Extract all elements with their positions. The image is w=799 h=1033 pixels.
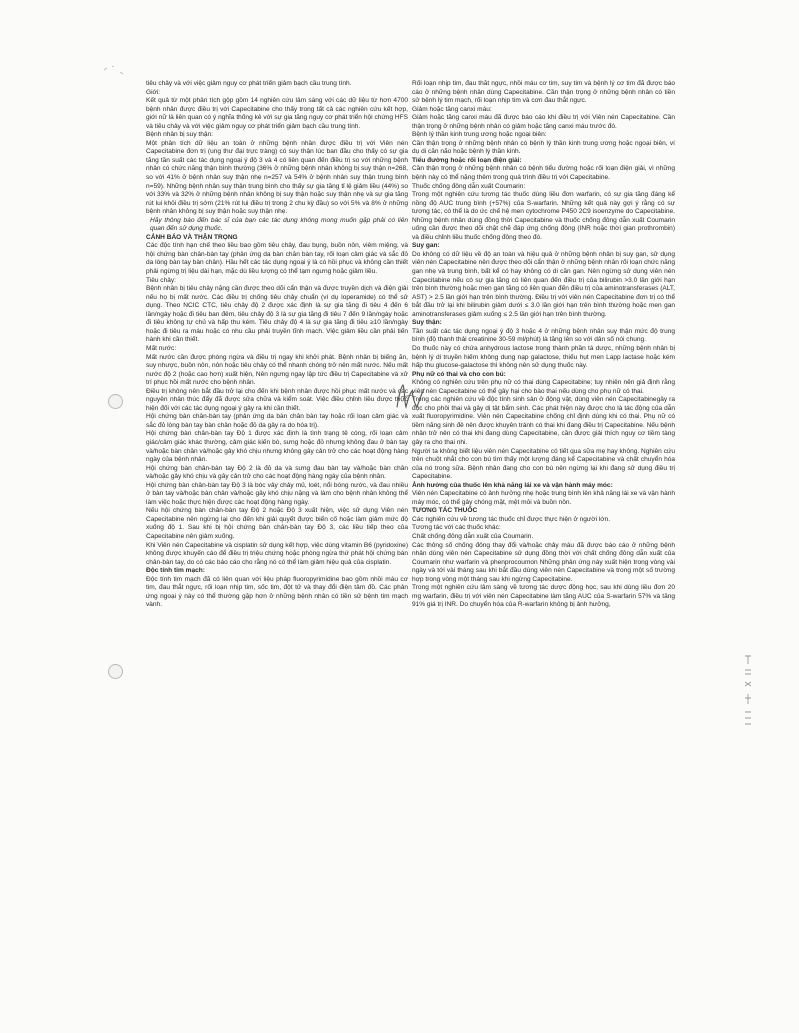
paragraph: Thuốc chống đông dẫn xuất Coumarin: [412, 182, 526, 190]
paragraph: Trong các nghiên cứu về độc tính sinh sản ở động vật, dùng viên nén Capecitabinegây ra độc cho phôi thai và gây dị tật bẩm sinh. Các phát hiện này được cho là tác động của dẫn xuất fluoropyrimidine. Viên nén Capecitabine chống chỉ định dùng khi có thai. Phụ nữ có tiềm năng sinh đẻ nên được khuyên tránh có thai khi đang điều trị Capecitabine. Nếu bệnh nhân trở nên có thai khi đang dùng Capecitabine, cần được giải thích nguy cơ tiềm tàng gây ra cho thai nhi. [412, 396, 675, 446]
paragraph: Bệnh nhân bị suy thận: [146, 131, 213, 139]
paragraph: Trong một nghiên cứu tương tác thuốc dùng liều đơn warfarin, có sự gia tăng đáng kể nồng độ AUC trung bình (+57%) của S-warfarin. Những kết quả này gợi ý rằng có sự tương tác, có thể là do ức chế hệ men cytochrome P450 2C9 isoenzyme do Capecitabine. Những bệnh nhân dùng đồng thời Capecitabine và thuốc chống đông dẫn xuất Coumarin uống cần được theo dõi chặt chẽ đáp ứng chống đông (INR hoặc thời gian prothrombin) và điều chỉnh liều thuốc chống đông theo đó. [412, 191, 675, 241]
section-heading: Suy thận: [412, 319, 442, 327]
paragraph: Tương tác với các thuốc khác: [412, 524, 501, 532]
paragraph: Không có nghiên cứu trên phụ nữ có thai dùng Capecitabine; tuy nhiên nên giả định rằng viên nén Capecitabine có thể gây hại cho bào thai nếu dùng cho phụ nữ có thai. [412, 379, 675, 395]
paragraph: Cần thận trọng ở những bệnh nhân có bệnh lý thần kinh trung ương hoặc ngoại biên, ví dụ di căn não hoặc bệnh lý thần kinh. [412, 139, 675, 156]
paragraph: Giảm hoặc tăng canxi máu đã được báo cáo khi điều trị với Viên nén Capecitabine. Cần thận trọng ở những bệnh nhân có giảm hoặc tăng canxi máu trước đó. [412, 114, 675, 130]
paragraph: Hội chứng bàn chân-bàn tay Độ 2 là đỏ da và sưng đau bàn tay và/hoặc bàn chân và/hoặc gây khó chịu và gây cản trở cho các hoạt động hàng ngày của bệnh nhân. [146, 464, 408, 481]
paragraph: Khi Viên nén Capecitabine và cisplatin sử dụng kết hợp, việc dùng vitamin B6 (pyridoxine) không được khuyến cáo để điều trị triệu chứng hoặc phòng ngừa thứ phát hội chứng bàn chân-bàn tay, do có các báo cáo cho rằng nó có thể làm giảm hiệu quả của cisplatin. [146, 541, 408, 566]
paragraph: Giảm hoặc tăng canxi máu: [412, 105, 492, 113]
section-heading: Suy gan: [412, 242, 440, 250]
paragraph: Tần suất các tác dụng ngoại ý độ 3 hoặc 4 ở những bệnh nhân suy thận mức độ trung bình (độ thanh thải creatinine 30-59 ml/phút) là tăng lên so với dân số nói chung. [412, 327, 675, 344]
punch-hole-bottom [108, 664, 123, 679]
paragraph: Nếu hội chứng bàn chân-bàn tay Độ 2 hoặc Độ 3 xuất hiện, việc sử dụng Viên nén Capecitabine nên ngừng lại cho đến khi giải quyết được biến cố hoặc làm giảm mức độ xuống độ 1. Sau khi bị hội chứng bàn chân-bàn tay Độ 3, các liều tiếp theo của Capecitabine nên giảm xuống. [146, 507, 408, 540]
section-heading: Tiểu đường hoặc rối loạn điện giải: [412, 156, 522, 164]
paragraph: Hội chứng bàn chân-bàn tay Độ 3 là bóc vảy chảy mủ, loét, nổi bóng nước, và đau nhiều ở bàn tay và/hoặc bàn chân và/hoặc gây khó chịu nặng và làm cho bệnh nhân không thể làm việc hoặc thực hiện được các hoạt động hàng ngày. [146, 481, 408, 506]
punch-hole-top [108, 394, 123, 409]
section-heading: Độc tính tim mạch: [146, 567, 205, 575]
scan-artifact-mark [100, 62, 130, 82]
paragraph: Các thông số chống đông thay đổi và/hoặc chảy máu đã được báo cáo ở những bệnh nhân dùng viên nén Capecitabine sử dụng đồng thời với chất chống đông dẫn xuất của Coumarin như warfarin và phenprocoumon Những phản ứng này xuất hiện trong vòng vài ngày và tới vài tháng sau khi bắt đầu dùng viên nén Capecitabine và trong một số trường hợp trong vòng một tháng sau khi ngừng Capecitabine. [412, 541, 675, 583]
paragraph: tiêu chảy và với việc giảm nguy cơ phát triển giảm bạch cầu trung tính. [146, 80, 352, 87]
paragraph: Mất nước cần được phòng ngừa và điều trị ngay khi khởi phát. Bệnh nhân bị biếng ăn, suy nhược, buồn nôn, nôn hoặc tiêu chảy có thể nhanh chóng trở nên mất nước. Nếu mất nước độ 2 (hoặc cao hơn) xuất hiện, Nên ngưng ngay lập tức điều trị Capecitabine và xử trí phục hồi mất nước cho bệnh nhân. [146, 353, 408, 387]
paragraph: Viên nén Capecitabine có ảnh hưởng nhẹ hoặc trung bình lên khả năng lái xe và vận hành máy móc, có thể gây chóng mặt, mệt mỏi và buồn nôn. [412, 490, 675, 506]
section-heading: Phụ nữ có thai và cho con bú: [412, 370, 506, 378]
paragraph: Bệnh nhân bị tiêu chảy nặng cần được theo dõi cẩn thận và được truyền dịch và điện giải nếu họ bị mất nước. Các điều trị chống tiêu chảy chuẩn (ví dụ loperamide) có thể sử dụng. Theo NCIC CTC, tiêu chảy độ 2 được xác định là sự gia tăng đi tiêu 4 đến 6 lần/ngày hoặc đi tiêu ban đêm, tiêu chảy độ 3 là sự gia tăng đi tiêu 7 đến 9 lần/ngày hoặc đi tiêu không tự chủ và hấp thu kém. Tiêu chảy độ 4 là sự gia tăng đi tiêu ≥10 lần/ngày hoặc đi tiêu ra máu hoặc có nhu cầu phải truyền tĩnh mạch. Việc giảm liều cần phải tiến hành khi cần thiết. [146, 285, 408, 344]
paragraph: Hội chứng bàn chân-bàn tay Độ 1 được xác định là tình trạng tê cóng, rối loạn cảm giác/cảm giác khác thường, cảm giác kiến bò, sưng hoặc đỏ nhưng không đau ở bàn tay và/hoặc bàn chân và/hoặc gây khó chịu nhưng không gây cản trở cho các hoạt động hàng ngày của bệnh nhân. [146, 430, 408, 464]
paragraph: Các độc tính hạn chế theo liều bao gồm tiêu chảy, đau bụng, buồn nôn, viêm miệng, và hội chứng bàn chân-bàn tay (phản ứng da bàn chân bàn tay, rối loạn cảm giác và sắc đỏ da lòng bàn tay bàn chân). Hầu hết các tác dụng ngoại ý là có hồi phục và không cần thiết phải ngừng trị liệu dài hạn, mặc dù liều lượng có thể tạm ngưng hoặc giảm liều. [146, 242, 408, 276]
paragraph: Người ta không biết liệu viên nén Capecitabine có tiết qua sữa mẹ hay không. Nghiên cứu trên chuột nhắt cho con bú tìm thấy một lượng đáng kể Capecitabine và chất chuyển hóa của nó trong sữa. Bệnh nhân đang cho con bú nên ngừng lại khi đang sử dụng điều trị Capecitabine. [412, 447, 675, 481]
paragraph: Kết quả từ một phân tích gộp gồm 14 nghiên cứu lâm sàng với các dữ liệu từ hơn 4700 bệnh nhân được điều trị với Capecitabine cho thấy trong tất cả các nghiên cứu kết hợp, giới nữ là liên quan có ý nghĩa thống kê với sự gia tăng nguy cơ phát triển hội chứng HFS và tiêu chảy và với việc giảm nguy cơ phát triển giảm bạch cầu trung tính. [146, 97, 408, 130]
paragraph: Cần thận trọng ở những bệnh nhân có bệnh tiểu đường hoặc rối loạn điện giải, vì những bệnh này có thể nặng thêm trong quá trình điều trị với Capecitabine. [412, 165, 675, 182]
paragraph: Bệnh lý thần kinh trung ương hoặc ngoại biên: [412, 131, 547, 139]
paragraph: Hội chứng bàn chân-bàn tay (phản ứng da bàn chân bàn tay hoặc rối loạn cảm giác và sắc đỏ lòng bàn tay bàn chân hoặc đỏ da gây ra do hóa trị). [146, 413, 408, 429]
handwritten-initials-mark [393, 377, 429, 415]
paragraph: Một phân tích dữ liệu an toàn ở những bệnh nhân được điều trị với Viên nén Capecitabine đơn trị (ung thư đại trực tràng) có suy thận lúc ban đầu cho thấy có sự gia tăng tần suất các tác dụng ngoại ý độ 3 và 4 có liên quan đến điều trị so với những bệnh nhân có chức năng thận bình thường (36% ở những bệnh nhân không bị suy thận n=268, so với 41% ở bệnh nhân suy thận nhẹ n=257 và 54% ở bệnh nhân suy thận trung bình n=59). Những bệnh nhân suy thận trung bình cho thấy sự gia tăng tỉ lệ giảm liều (44%) so với 33% và 32% ở những bệnh nhân không bị suy thận hoặc suy thận nhẹ và sự gia tăng rút lui khỏi điều trị sớm (21% rút lui điều trị trong 2 chu kỳ đầu) so với 5% và 8% ở những bệnh nhân không bị suy thận hoặc suy thận nhẹ. [146, 139, 408, 216]
paragraph: Các nghiên cứu về tương tác thuốc chỉ được thực hiện ở người lớn. [412, 515, 611, 523]
section-heading: CẢNH BÁO VÀ THẬN TRỌNG [146, 233, 238, 241]
paragraph: Trong một nghiên cứu lâm sàng về tương tác dược động học, sau khi dùng liều đơn 20 mg warfarin, điều trị với viên nén Capecitabine làm tăng AUC của S-warfarin 57% và tăng 91% giá trị INR. Do chuyển hóa của R-warfarin không bị ảnh hưởng, [412, 584, 675, 609]
paragraph: Hãy thông báo đến bác sĩ của bạn các tác dụng không mong muốn gặp phải có liên quan đến sử dụng thuốc. [150, 216, 408, 233]
paragraph: Mất nước: [146, 344, 177, 352]
paragraph: Do không có dữ liệu về độ an toàn và hiệu quả ở những bệnh nhân bị suy gan, sử dụng viên nén Capecitabine nên được theo dõi cẩn thận ở những bệnh nhân rối loạn chức năng gan nhẹ và trung bình, bất kể có hay không có di căn gan. Nên ngừng sử dụng viên nén Capecitabine nếu có sự gia tăng có liên quan đến điều trị của bilirubin >3.0 lần giới hạn trên bình thường hoặc men gan tăng có liên quan đến điều trị của aminotransferases (ALT, AST) > 2.5 lần giới hạn trên bình thường. Điều trị với viên nén Capecitabine đơn trị có thể bắt đầu trở lại khi bilirubin giảm dưới ≤ 3.0 lần giới hạn trên bình thường hoặc men gan aminotransferases giảm xuống ≤ 2.5 lần giới hạn trên bình thường. [412, 250, 675, 318]
paragraph: Chất chống đông dẫn xuất của Coumarin. [412, 532, 534, 540]
right-column [412, 80, 675, 960]
left-column [146, 80, 408, 960]
paragraph: Giới: [146, 88, 161, 96]
paragraph: Rối loạn nhịp tim, đau thắt ngực, nhồi máu cơ tim, suy tim và bệnh lý cơ tim đã được báo cáo ở những bệnh nhân dùng Capecitabine. Cần thận trọng ở những bệnh nhân có tiền sử bệnh lý tim mạch, rối loạn nhịp tim và cơn đau thắt ngực. [412, 80, 675, 105]
paragraph: Điều trị không nên bắt đầu trở lại cho đến khi bệnh nhân được hồi phục mất nước và các nguyên nhân thúc đẩy đã được sửa chữa và kiểm soát. Việc điều chỉnh liều được thực hiện đối với các tác dụng ngoại ý gây ra khi cần thiết. [146, 387, 408, 412]
side-stamp-mark [742, 652, 754, 732]
section-heading: TƯƠNG TÁC THUỐC [412, 507, 478, 515]
paragraph: Tiêu chảy: [146, 276, 176, 284]
paragraph: Độc tính tim mạch đã có liên quan với liệu pháp fluoropyrimidine bao gồm nhồi máu cơ tim, đau thắt ngực, rối loạn nhịp tim, sốc tim, đột tử và thay đổi điện tâm đồ. Các phản ứng ngoại ý này có thể thường gặp hơn ở những bệnh nhân có tiền sử bệnh tim mạch vành. [146, 575, 408, 609]
paragraph: Do thuốc này có chứa anhydrous lactose trong thành phần tá dược, những bệnh nhân bị bệnh lý di truyền hiếm không dung nạp galactose, thiếu hụt men Lapp lactase hoặc kém hấp thu glucose-galactose thì không nên sử dụng thuốc này. [412, 344, 675, 370]
section-heading: Ảnh hưởng của thuốc lên khả năng lái xe và vận hành máy móc: [412, 481, 613, 489]
